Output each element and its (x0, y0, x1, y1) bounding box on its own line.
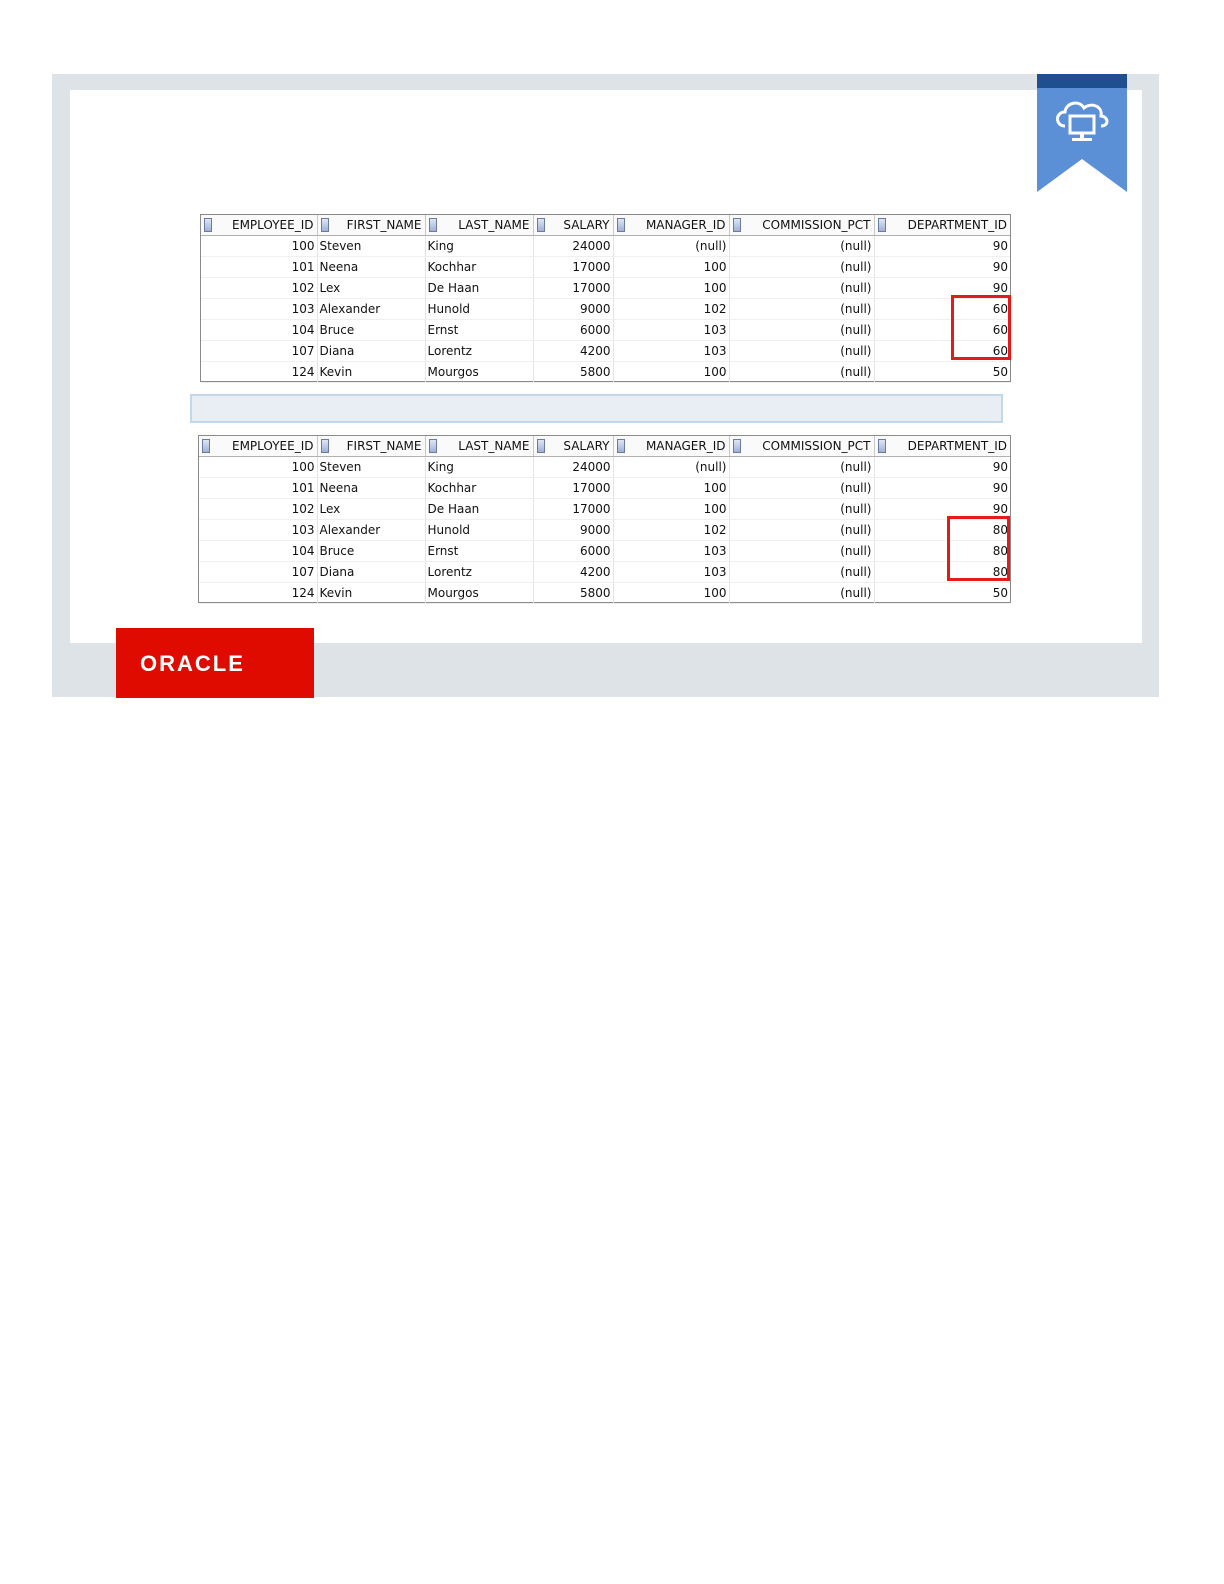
cell-last-name[interactable]: King (425, 236, 533, 257)
cell-manager-id[interactable]: 102 (613, 520, 729, 541)
cell-last-name[interactable]: Lorentz (425, 341, 533, 362)
cell-salary[interactable]: 5800 (533, 583, 613, 604)
column-header-label: LAST_NAME (458, 218, 530, 232)
column-header-label: EMPLOYEE_ID (232, 439, 314, 453)
table-row[interactable] (201, 257, 1010, 278)
cell-department-id[interactable]: 90 (874, 236, 1010, 257)
table-row[interactable] (201, 341, 1010, 362)
cell-manager-id[interactable]: 100 (613, 499, 729, 520)
result-table-before (201, 215, 1010, 383)
cell-salary[interactable]: 6000 (533, 320, 613, 341)
cell-manager-id[interactable]: (null) (613, 236, 729, 257)
cell-employee-id[interactable]: 103 (199, 520, 317, 541)
cell-last-name[interactable]: Ernst (425, 320, 533, 341)
sort-icon[interactable] (537, 218, 545, 232)
sort-icon[interactable] (733, 439, 741, 453)
cell-salary[interactable]: 17000 (533, 478, 613, 499)
table-row[interactable] (201, 299, 1010, 320)
cell-employee-id[interactable]: 100 (201, 236, 317, 257)
cell-salary[interactable]: 17000 (533, 278, 613, 299)
cell-manager-id[interactable]: 103 (613, 320, 729, 341)
cell-last-name[interactable]: Kochhar (425, 478, 533, 499)
cell-first-name[interactable]: Kevin (317, 362, 425, 383)
cell-commission-pct[interactable]: (null) (729, 520, 874, 541)
sort-icon[interactable] (733, 218, 741, 232)
cell-commission-pct[interactable]: (null) (729, 478, 874, 499)
column-header-department-id[interactable] (874, 215, 1010, 236)
cell-department-id[interactable]: 80 (874, 520, 1010, 541)
column-header-label: COMMISSION_PCT (762, 218, 871, 232)
table-row[interactable] (199, 499, 1010, 520)
sort-icon[interactable] (321, 218, 329, 232)
cell-manager-id[interactable]: 103 (613, 341, 729, 362)
column-header-department-id[interactable] (874, 436, 1010, 457)
cell-salary[interactable]: 4200 (533, 562, 613, 583)
column-header-label: DEPARTMENT_ID (907, 218, 1007, 232)
cell-first-name[interactable]: Steven (317, 457, 425, 478)
column-header-label: COMMISSION_PCT (762, 439, 871, 453)
sort-icon[interactable] (537, 439, 545, 453)
cell-first-name[interactable]: Diana (317, 562, 425, 583)
header-row (199, 436, 1010, 457)
sort-icon[interactable] (321, 439, 329, 453)
cell-employee-id[interactable]: 124 (199, 583, 317, 604)
column-header-label: FIRST_NAME (346, 218, 422, 232)
cell-last-name[interactable]: King (425, 457, 533, 478)
cell-first-name[interactable]: Steven (317, 236, 425, 257)
cell-employee-id[interactable]: 107 (199, 562, 317, 583)
column-header-label: MANAGER_ID (645, 439, 726, 453)
cell-department-id[interactable]: 60 (874, 341, 1010, 362)
table-row[interactable] (199, 583, 1010, 604)
sort-icon[interactable] (878, 439, 886, 453)
sort-icon[interactable] (617, 439, 625, 453)
column-header-label: FIRST_NAME (346, 439, 422, 453)
cell-manager-id[interactable]: 103 (613, 562, 729, 583)
column-header-first-name[interactable] (317, 215, 425, 236)
oracle-logo (116, 628, 314, 698)
sort-icon[interactable] (617, 218, 625, 232)
query-result-after (198, 435, 1011, 603)
cell-commission-pct[interactable]: (null) (729, 299, 874, 320)
column-header-last-name[interactable] (425, 436, 533, 457)
table-row[interactable] (199, 541, 1010, 562)
cell-first-name[interactable]: Neena (317, 478, 425, 499)
cell-manager-id[interactable]: 100 (613, 278, 729, 299)
cell-first-name[interactable]: Neena (317, 257, 425, 278)
cell-manager-id[interactable]: 102 (613, 299, 729, 320)
column-header-commission-pct[interactable] (729, 215, 874, 236)
cell-commission-pct[interactable]: (null) (729, 362, 874, 383)
cell-department-id[interactable]: 80 (874, 562, 1010, 583)
sort-icon[interactable] (429, 218, 437, 232)
cell-last-name[interactable]: De Haan (425, 278, 533, 299)
query-result-before (200, 214, 1011, 382)
cell-department-id[interactable]: 50 (874, 583, 1010, 604)
column-header-label: MANAGER_ID (645, 218, 726, 232)
cell-salary[interactable]: 6000 (533, 541, 613, 562)
column-header-first-name[interactable] (317, 436, 425, 457)
column-header-label: EMPLOYEE_ID (232, 218, 314, 232)
cell-manager-id[interactable]: 100 (613, 257, 729, 278)
highlight-box-after (947, 516, 1010, 581)
cell-last-name[interactable]: Kochhar (425, 257, 533, 278)
cell-employee-id[interactable]: 101 (201, 257, 317, 278)
cell-first-name[interactable]: Alexander (317, 299, 425, 320)
cell-salary[interactable]: 9000 (533, 520, 613, 541)
cell-employee-id[interactable]: 101 (199, 478, 317, 499)
cell-last-name[interactable]: Hunold (425, 520, 533, 541)
table-row[interactable] (199, 478, 1010, 499)
cell-department-id[interactable]: 90 (874, 278, 1010, 299)
cell-department-id[interactable]: 80 (874, 541, 1010, 562)
oracle-logo-wordmark (140, 651, 290, 675)
cell-manager-id[interactable]: (null) (613, 457, 729, 478)
cell-manager-id[interactable]: 100 (613, 583, 729, 604)
cloud-computer-icon (1051, 96, 1113, 152)
column-header-salary[interactable] (533, 215, 613, 236)
column-header-employee-id[interactable] (199, 436, 317, 457)
cell-salary[interactable]: 17000 (533, 257, 613, 278)
table-row[interactable] (201, 362, 1010, 383)
cell-last-name[interactable]: De Haan (425, 499, 533, 520)
column-header-last-name[interactable] (425, 215, 533, 236)
column-header-label: SALARY (563, 439, 610, 453)
cell-last-name[interactable]: Ernst (425, 541, 533, 562)
cell-commission-pct[interactable]: (null) (729, 278, 874, 299)
table-row[interactable] (199, 457, 1010, 478)
cell-employee-id[interactable]: 102 (201, 278, 317, 299)
cell-employee-id[interactable]: 107 (201, 341, 317, 362)
cell-commission-pct[interactable]: (null) (729, 257, 874, 278)
column-header-label: LAST_NAME (458, 439, 530, 453)
cell-last-name[interactable]: Hunold (425, 299, 533, 320)
table-row[interactable] (201, 320, 1010, 341)
sort-icon[interactable] (204, 218, 212, 232)
cell-commission-pct[interactable]: (null) (729, 457, 874, 478)
cell-department-id[interactable]: 90 (874, 457, 1010, 478)
cell-department-id[interactable]: 60 (874, 320, 1010, 341)
cell-first-name[interactable]: Diana (317, 341, 425, 362)
cell-manager-id[interactable]: 100 (613, 362, 729, 383)
cell-first-name[interactable]: Lex (317, 499, 425, 520)
cell-salary[interactable]: 4200 (533, 341, 613, 362)
result-table-after (199, 436, 1010, 604)
cell-employee-id[interactable]: 104 (199, 541, 317, 562)
column-header-employee-id[interactable] (201, 215, 317, 236)
cell-department-id[interactable]: 90 (874, 478, 1010, 499)
table-row[interactable] (199, 520, 1010, 541)
table-body (201, 236, 1010, 383)
ribbon-top (1037, 74, 1127, 88)
table-body (199, 457, 1010, 604)
cell-last-name[interactable]: Mourgos (425, 583, 533, 604)
cell-department-id[interactable]: 90 (874, 499, 1010, 520)
column-header-salary[interactable] (533, 436, 613, 457)
separator-bar (190, 394, 1003, 423)
table-row[interactable] (201, 236, 1010, 257)
cell-first-name[interactable]: Kevin (317, 583, 425, 604)
cell-employee-id[interactable]: 102 (199, 499, 317, 520)
sort-icon[interactable] (878, 218, 886, 232)
cell-salary[interactable]: 5800 (533, 362, 613, 383)
cell-commission-pct[interactable]: (null) (729, 562, 874, 583)
column-header-label: SALARY (563, 218, 610, 232)
column-header-commission-pct[interactable] (729, 436, 874, 457)
cell-first-name[interactable]: Bruce (317, 541, 425, 562)
cell-employee-id[interactable]: 103 (201, 299, 317, 320)
svg-text:ORACLE: ORACLE (140, 651, 245, 675)
cell-first-name[interactable]: Bruce (317, 320, 425, 341)
table-row[interactable] (201, 278, 1010, 299)
highlight-box-before (951, 295, 1011, 360)
cell-department-id[interactable]: 90 (874, 257, 1010, 278)
column-header-manager-id[interactable] (613, 436, 729, 457)
cell-employee-id[interactable]: 104 (201, 320, 317, 341)
column-header-manager-id[interactable] (613, 215, 729, 236)
cell-department-id[interactable]: 60 (874, 299, 1010, 320)
header-row (201, 215, 1010, 236)
cell-first-name[interactable]: Alexander (317, 520, 425, 541)
cell-salary[interactable]: 9000 (533, 299, 613, 320)
cell-last-name[interactable]: Mourgos (425, 362, 533, 383)
cell-commission-pct[interactable]: (null) (729, 583, 874, 604)
cell-commission-pct[interactable]: (null) (729, 320, 874, 341)
cell-commission-pct[interactable]: (null) (729, 499, 874, 520)
cell-manager-id[interactable]: 103 (613, 541, 729, 562)
sort-icon[interactable] (202, 439, 210, 453)
cell-commission-pct[interactable]: (null) (729, 541, 874, 562)
cell-salary[interactable]: 17000 (533, 499, 613, 520)
cell-employee-id[interactable]: 124 (201, 362, 317, 383)
cell-first-name[interactable]: Lex (317, 278, 425, 299)
cell-salary[interactable]: 24000 (533, 457, 613, 478)
cell-department-id[interactable]: 50 (874, 362, 1010, 383)
cell-employee-id[interactable]: 100 (199, 457, 317, 478)
cell-salary[interactable]: 24000 (533, 236, 613, 257)
cell-commission-pct[interactable]: (null) (729, 341, 874, 362)
sort-icon[interactable] (429, 439, 437, 453)
cell-commission-pct[interactable]: (null) (729, 236, 874, 257)
table-row[interactable] (199, 562, 1010, 583)
cell-last-name[interactable]: Lorentz (425, 562, 533, 583)
cell-manager-id[interactable]: 100 (613, 478, 729, 499)
column-header-label: DEPARTMENT_ID (907, 439, 1007, 453)
